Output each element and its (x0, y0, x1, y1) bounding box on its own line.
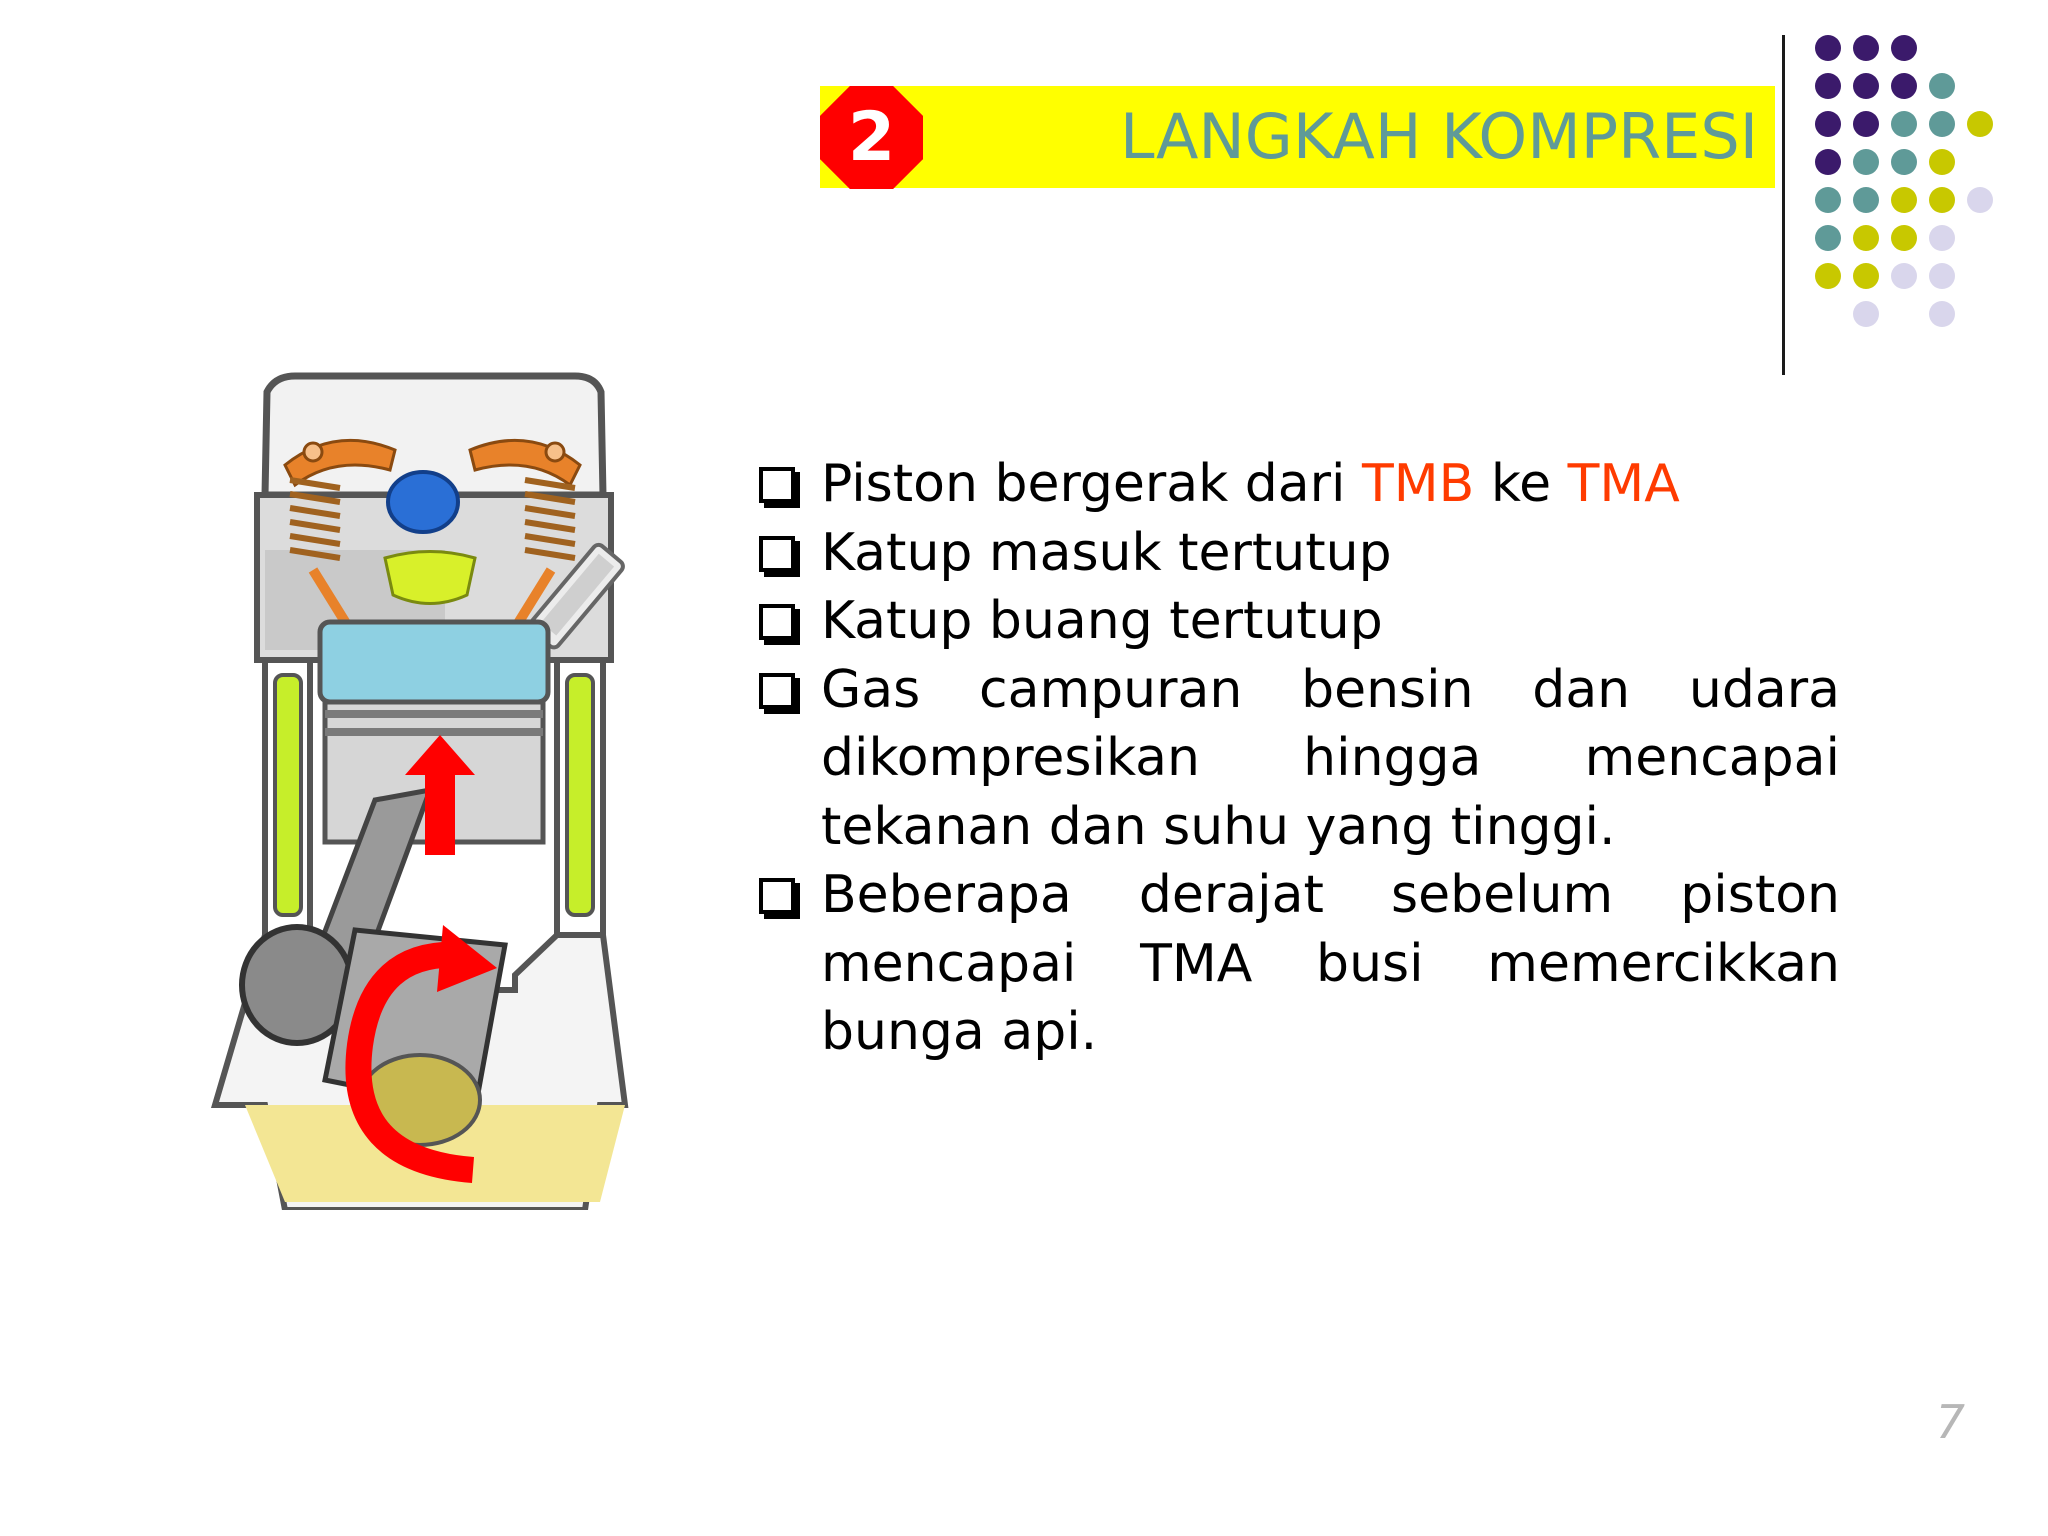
decorative-dot (1815, 73, 1841, 99)
decorative-dot-grid (1810, 30, 2040, 330)
decorative-dot (1929, 73, 1955, 99)
bullet-text: Gas campuran bensin dan udara dikompresikan hingga mencapai tekanan dan suhu yang tinggi. (821, 659, 1840, 857)
bullet-list (755, 450, 1840, 1067)
checkbox-bullet-icon (759, 467, 795, 503)
decorative-dot (1853, 301, 1879, 327)
checkbox-bullet-icon (759, 673, 795, 709)
decorative-dot (1815, 263, 1841, 289)
decorative-dot (1891, 149, 1917, 175)
bullet-item (755, 861, 1840, 1067)
decorative-dot (1853, 35, 1879, 61)
decorative-dot (1853, 111, 1879, 137)
decorative-dot (1967, 111, 1993, 137)
decorative-dot (1891, 225, 1917, 251)
decorative-dot (1967, 187, 1993, 213)
decorative-dot (1891, 263, 1917, 289)
decorative-dot (1815, 149, 1841, 175)
decorative-dot (1891, 111, 1917, 137)
decorative-dot (1891, 35, 1917, 61)
bullet-text: Katup masuk tertutup (821, 522, 1392, 583)
checkbox-bullet-icon (759, 878, 795, 914)
bullet-text-part: ke (1474, 454, 1568, 514)
bullet-item (755, 587, 1840, 656)
decorative-dot (1929, 263, 1955, 289)
bullet-item (755, 656, 1840, 862)
decorative-dot (1929, 111, 1955, 137)
decorative-dot (1929, 149, 1955, 175)
decorative-dot (1891, 187, 1917, 213)
decorative-dot (1929, 187, 1955, 213)
decorative-dot (1815, 225, 1841, 251)
step-number: 2 (847, 98, 896, 177)
bullet-item (755, 450, 1840, 519)
checkbox-bullet-icon (759, 604, 795, 640)
decorative-dot (1853, 225, 1879, 251)
decorative-dot (1815, 187, 1841, 213)
decorative-dot (1815, 111, 1841, 137)
page-number: 7 (1935, 1395, 1965, 1449)
decorative-dot (1853, 73, 1879, 99)
decorative-dot (1853, 149, 1879, 175)
bullet-text: Beberapa derajat sebelum piston mencapai TMA busi memercikkan bunga api. (821, 865, 1840, 1062)
highlight-text: TMA (1567, 454, 1680, 514)
checkbox-bullet-icon (759, 536, 795, 572)
bullet-text-part: Piston bergerak dari (821, 454, 1363, 514)
vertical-divider (1782, 35, 1785, 375)
slide-title: LANGKAH KOMPRESI (1120, 100, 1758, 173)
highlight-text: TMB (1362, 454, 1475, 514)
engine-compression-illustration (205, 370, 665, 1210)
decorative-dot (1929, 301, 1955, 327)
decorative-dot (1853, 187, 1879, 213)
decorative-dot (1853, 263, 1879, 289)
decorative-dot (1815, 35, 1841, 61)
bullet-text: Katup buang tertutup (821, 591, 1383, 651)
decorative-dot (1929, 225, 1955, 251)
bullet-item (755, 519, 1840, 588)
decorative-dot (1891, 73, 1917, 99)
